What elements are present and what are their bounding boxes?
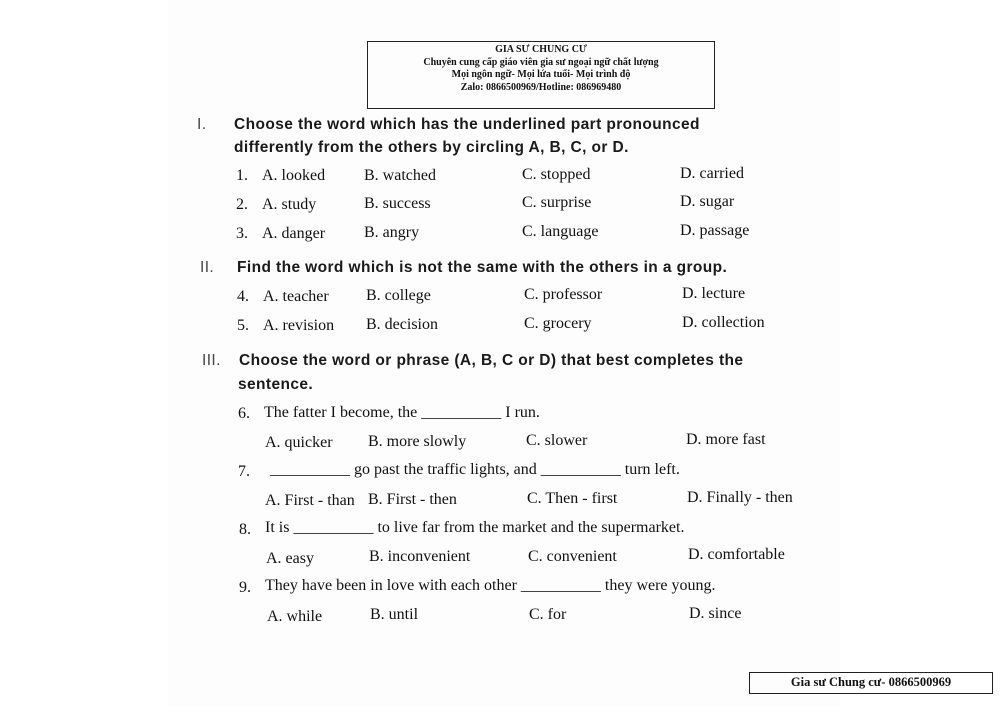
section-numeral: II. (200, 259, 215, 276)
question-number: 2. (236, 196, 248, 213)
question-number: 3. (236, 225, 248, 242)
section-numeral: III. (202, 352, 221, 369)
header-line: Mọi ngôn ngữ- Mọi lứa tuổi- Mọi trình độ (451, 69, 631, 80)
header-box (367, 41, 715, 109)
option-c: C. slower (526, 432, 588, 449)
option-d: D. comfortable (688, 546, 785, 563)
section-3-instruction-cont: sentence. (238, 376, 314, 393)
option-c: C. language (522, 223, 599, 240)
option-b: B. watched (364, 167, 436, 184)
header-contact: Zalo: 0866500969/Hotline: 086969480 (460, 81, 622, 93)
option-a: A. study (262, 196, 317, 213)
header-line: Chuyên cung cấp giáo viên gia sư ngoại ngữ chất lượng (423, 56, 659, 68)
option-d: D. more fast (686, 431, 766, 448)
option-b: B. inconvenient (369, 548, 471, 565)
option-c: C. stopped (522, 166, 591, 183)
question-stem: __________ go past the traffic lights, and __________ turn left. (270, 461, 680, 478)
question-number: 5. (237, 317, 249, 334)
option-b: B. First - then (368, 491, 457, 508)
header-title: GIA SƯ CHUNG CƯ (495, 44, 587, 55)
option-a: A. revision (263, 317, 335, 334)
option-a: A. easy (266, 550, 314, 567)
section-instruction: Find the word which is not the same with the others in a group. (237, 259, 728, 276)
option-d: D. Finally - then (687, 489, 793, 506)
question-number: 4. (237, 288, 249, 305)
question-stem: It is __________ to live far from the market and the supermarket. (265, 519, 685, 536)
option-d: D. since (689, 605, 742, 622)
option-b: B. angry (364, 224, 420, 241)
option-b: B. decision (366, 316, 438, 333)
option-d: D. sugar (680, 193, 735, 210)
option-c: C. surprise (522, 194, 592, 211)
question-stem: The fatter I become, the __________ I run. (264, 404, 540, 421)
option-c: C. convenient (528, 548, 617, 565)
option-d: D. carried (680, 165, 744, 182)
option-a: A. First - than (265, 492, 355, 509)
section-instruction: Choose the word or phrase (A, B, C or D) that best completes the (239, 352, 744, 369)
question-number: 6. (238, 405, 250, 422)
option-a: A. while (267, 608, 323, 625)
option-b: B. success (364, 195, 431, 212)
question-number: 9. (239, 579, 251, 596)
option-c: C. Then - first (527, 490, 618, 507)
option-d: D. lecture (682, 285, 746, 302)
option-c: C. professor (524, 286, 603, 303)
option-d: D. collection (682, 314, 765, 331)
section-instruction: Choose the word which has the underlined part pronounced (234, 116, 700, 133)
question-stem: They have been in love with each other __________ they were young. (265, 577, 716, 594)
option-a: A. looked (262, 167, 326, 184)
option-a: A. teacher (263, 288, 329, 305)
question-number: 8. (239, 521, 251, 538)
option-d: D. passage (680, 222, 750, 239)
section-1-instruction-cont: differently from the others by circling A, B, C, or D. (234, 139, 629, 156)
footer-text: Gia sư Chung cư- 0866500969 (790, 675, 952, 689)
section-numeral: I. (197, 116, 207, 133)
option-b: B. college (366, 287, 431, 304)
option-c: C. for (529, 606, 567, 623)
option-b: B. more slowly (368, 433, 467, 450)
option-a: A. danger (262, 225, 326, 242)
option-a: A. quicker (265, 434, 333, 451)
footer-box (749, 672, 993, 694)
option-b: B. until (370, 606, 419, 623)
option-c: C. grocery (524, 315, 592, 332)
question-number: 7. (238, 463, 250, 480)
question-number: 1. (236, 167, 248, 184)
